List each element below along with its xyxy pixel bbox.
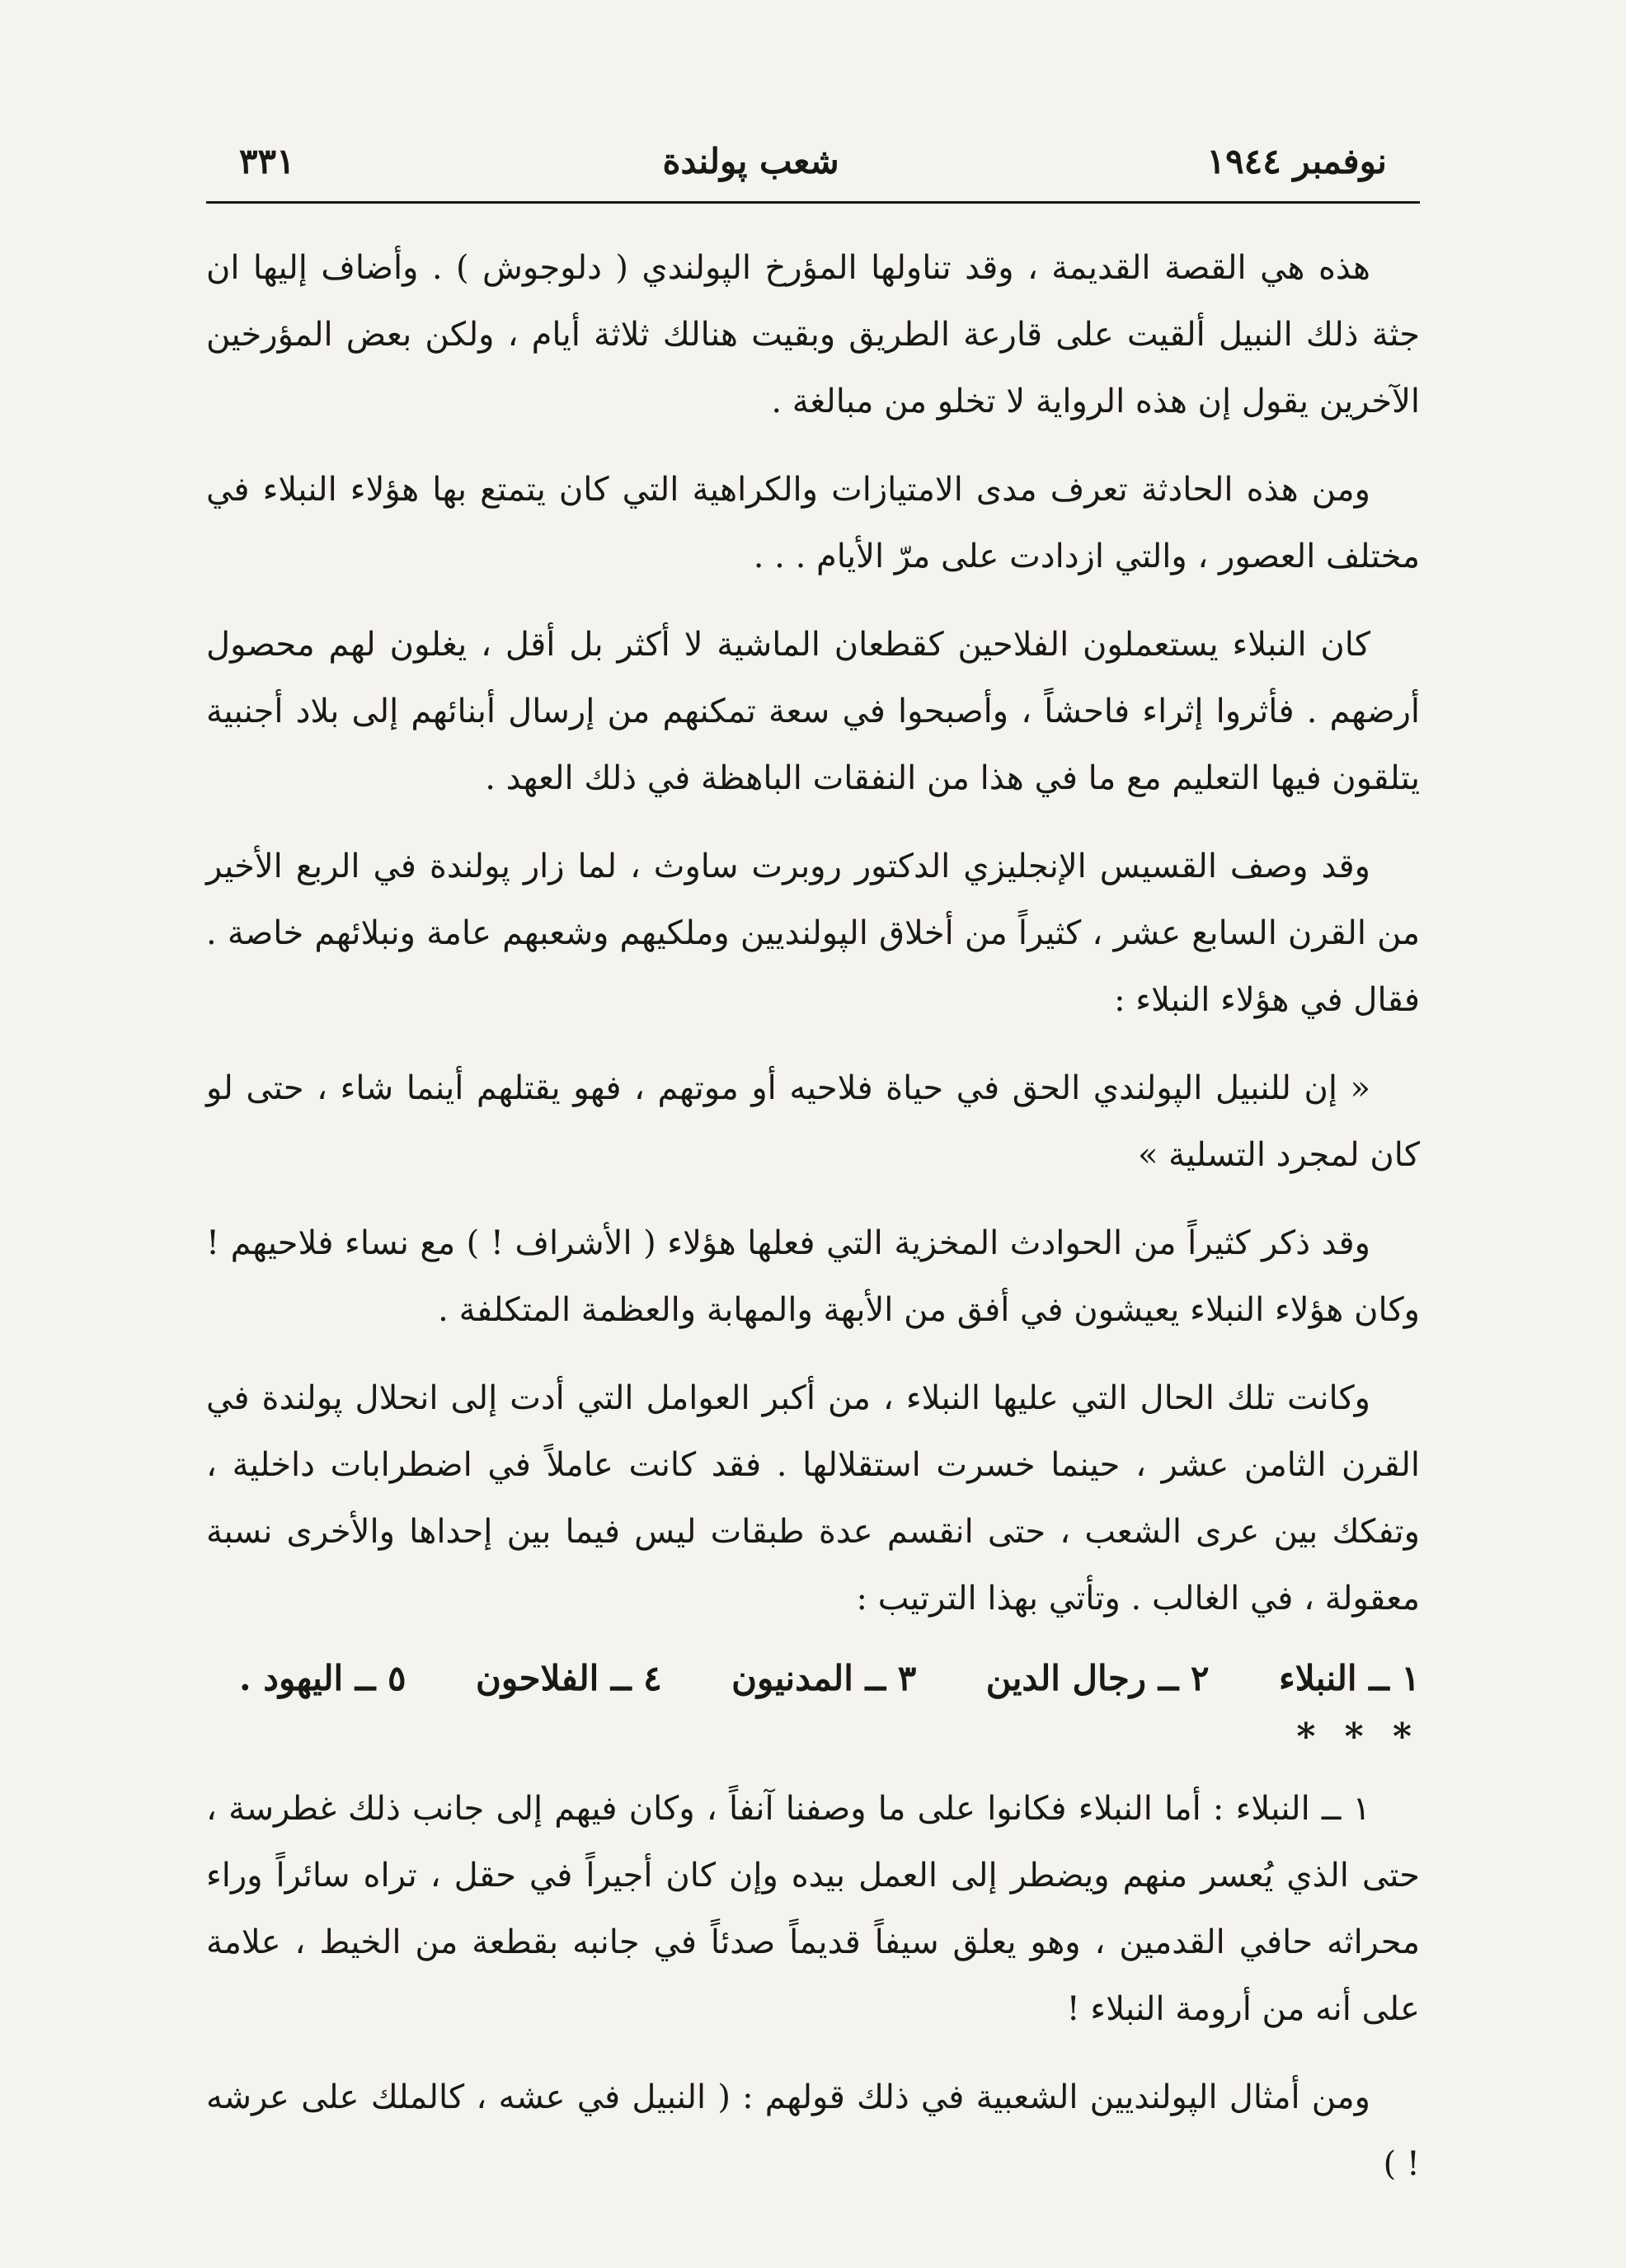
running-header xyxy=(206,124,1420,181)
paragraph: ١ ــ النبلاء : أما النبلاء فكانوا على ما وصفنا آنفاً ، وكان فيهم إلى جانب ذلك غطرسة ، حتى الذي يُعسر منهم ويضطر إلى العمل بيده وإن كان أجيراً في حقل ، تراه سائراً وراء محراثه حافي القدمين ، وهو يعلق سيفاً قديماً صدئاً في جانبه بقطعة من الخيط ، علامة على أنه من أرومة النبلاء ! xyxy=(206,1790,1420,2028)
paragraph: وقد وصف القسيس الإنجليزي الدكتور روبرت ساوث ، لما زار پولندة في الربع الأخير من القرن السابع عشر ، كثيراً من أخلاق الپولنديين وملكيهم وشعبهم عامة ونبلائهم خاصة . فقال في هؤلاء النبلاء : xyxy=(206,848,1420,1019)
class-list-item: ٥ ــ اليهود . xyxy=(239,1658,406,1698)
class-list-item: ٢ ــ رجال الدين xyxy=(985,1658,1210,1698)
header-rule xyxy=(206,201,1420,204)
paragraph: ومن أمثال الپولنديين الشعبية في ذلك قولهم : ( النبيل في عشه ، كالملك على عرشه ! ) xyxy=(206,2078,1420,2183)
class-list-item: ٤ ــ الفلاحون xyxy=(476,1658,662,1698)
quote-paragraph: « إن للنبيل الپولندي الحق في حياة فلاحيه أو موتهم ، فهو يقتلهم أينما شاء ، حتى لو كان لمجرد التسلية » xyxy=(206,1069,1420,1174)
paragraph: وقد ذكر كثيراً من الحوادث المخزية التي فعلها هؤلاء ( الأشراف ! ) مع نساء فلاحيهم ! وكان هؤلاء النبلاء يعيشون في أفق من الأبهة والمهابة والعظمة المتكلفة . xyxy=(206,1224,1420,1329)
article-body xyxy=(206,235,1420,2198)
section-separator: * * * xyxy=(1296,1716,1420,1758)
page-number: ٣٣١ xyxy=(239,141,295,181)
header-date: نوفمبر ١٩٤٤ xyxy=(1206,141,1387,181)
class-list xyxy=(206,1646,1420,1712)
paragraph: ومن هذه الحادثة تعرف مدى الامتيازات والكراهية التي كان يتمتع بها هؤلاء النبلاء في مختلف العصور ، والتي ازدادت على مرّ الأيام . . . xyxy=(206,471,1420,575)
class-list-item: ٣ ــ المدنيون xyxy=(731,1658,917,1698)
paragraph: وكانت تلك الحال التي عليها النبلاء ، من أكبر العوامل التي أدت إلى انحلال پولندة في القرن الثامن عشر ، حينما خسرت استقلالها . فقد كانت عاملاً في اضطرابات داخلية ، وتفكك بين عرى الشعب ، حتى انقسم عدة طبقات ليس فيما بين إحداها والأخرى نسبة معقولة ، في الغالب . وتأتي بهذا الترتيب : xyxy=(206,1379,1421,1618)
paragraph: هذه هي القصة القديمة ، وقد تناولها المؤرخ الپولندي ( دلوجوش ) . وأضاف إليها ان جثة ذلك النبيل ألقيت على قارعة الطريق وبقيت هنالك ثلاثة أيام ، ولكن بعض المؤرخين الآخرين يقول إن هذه الرواية لا تخلو من مبالغة . xyxy=(206,249,1420,420)
paragraph: كان النبلاء يستعملون الفلاحين كقطعان الماشية لا أكثر بل أقل ، يغلون لهم محصول أرضهم . فأثروا إثراء فاحشاً ، وأصبحوا في سعة تمكنهم من إرسال أبنائهم إلى بلاد أجنبية يتلقون فيها التعليم مع ما في هذا من النفقات الباهظة في ذلك العهد . xyxy=(206,626,1420,797)
header-title: شعب پولندة xyxy=(662,141,839,181)
class-list-item: ١ ــ النبلاء xyxy=(1278,1658,1420,1698)
